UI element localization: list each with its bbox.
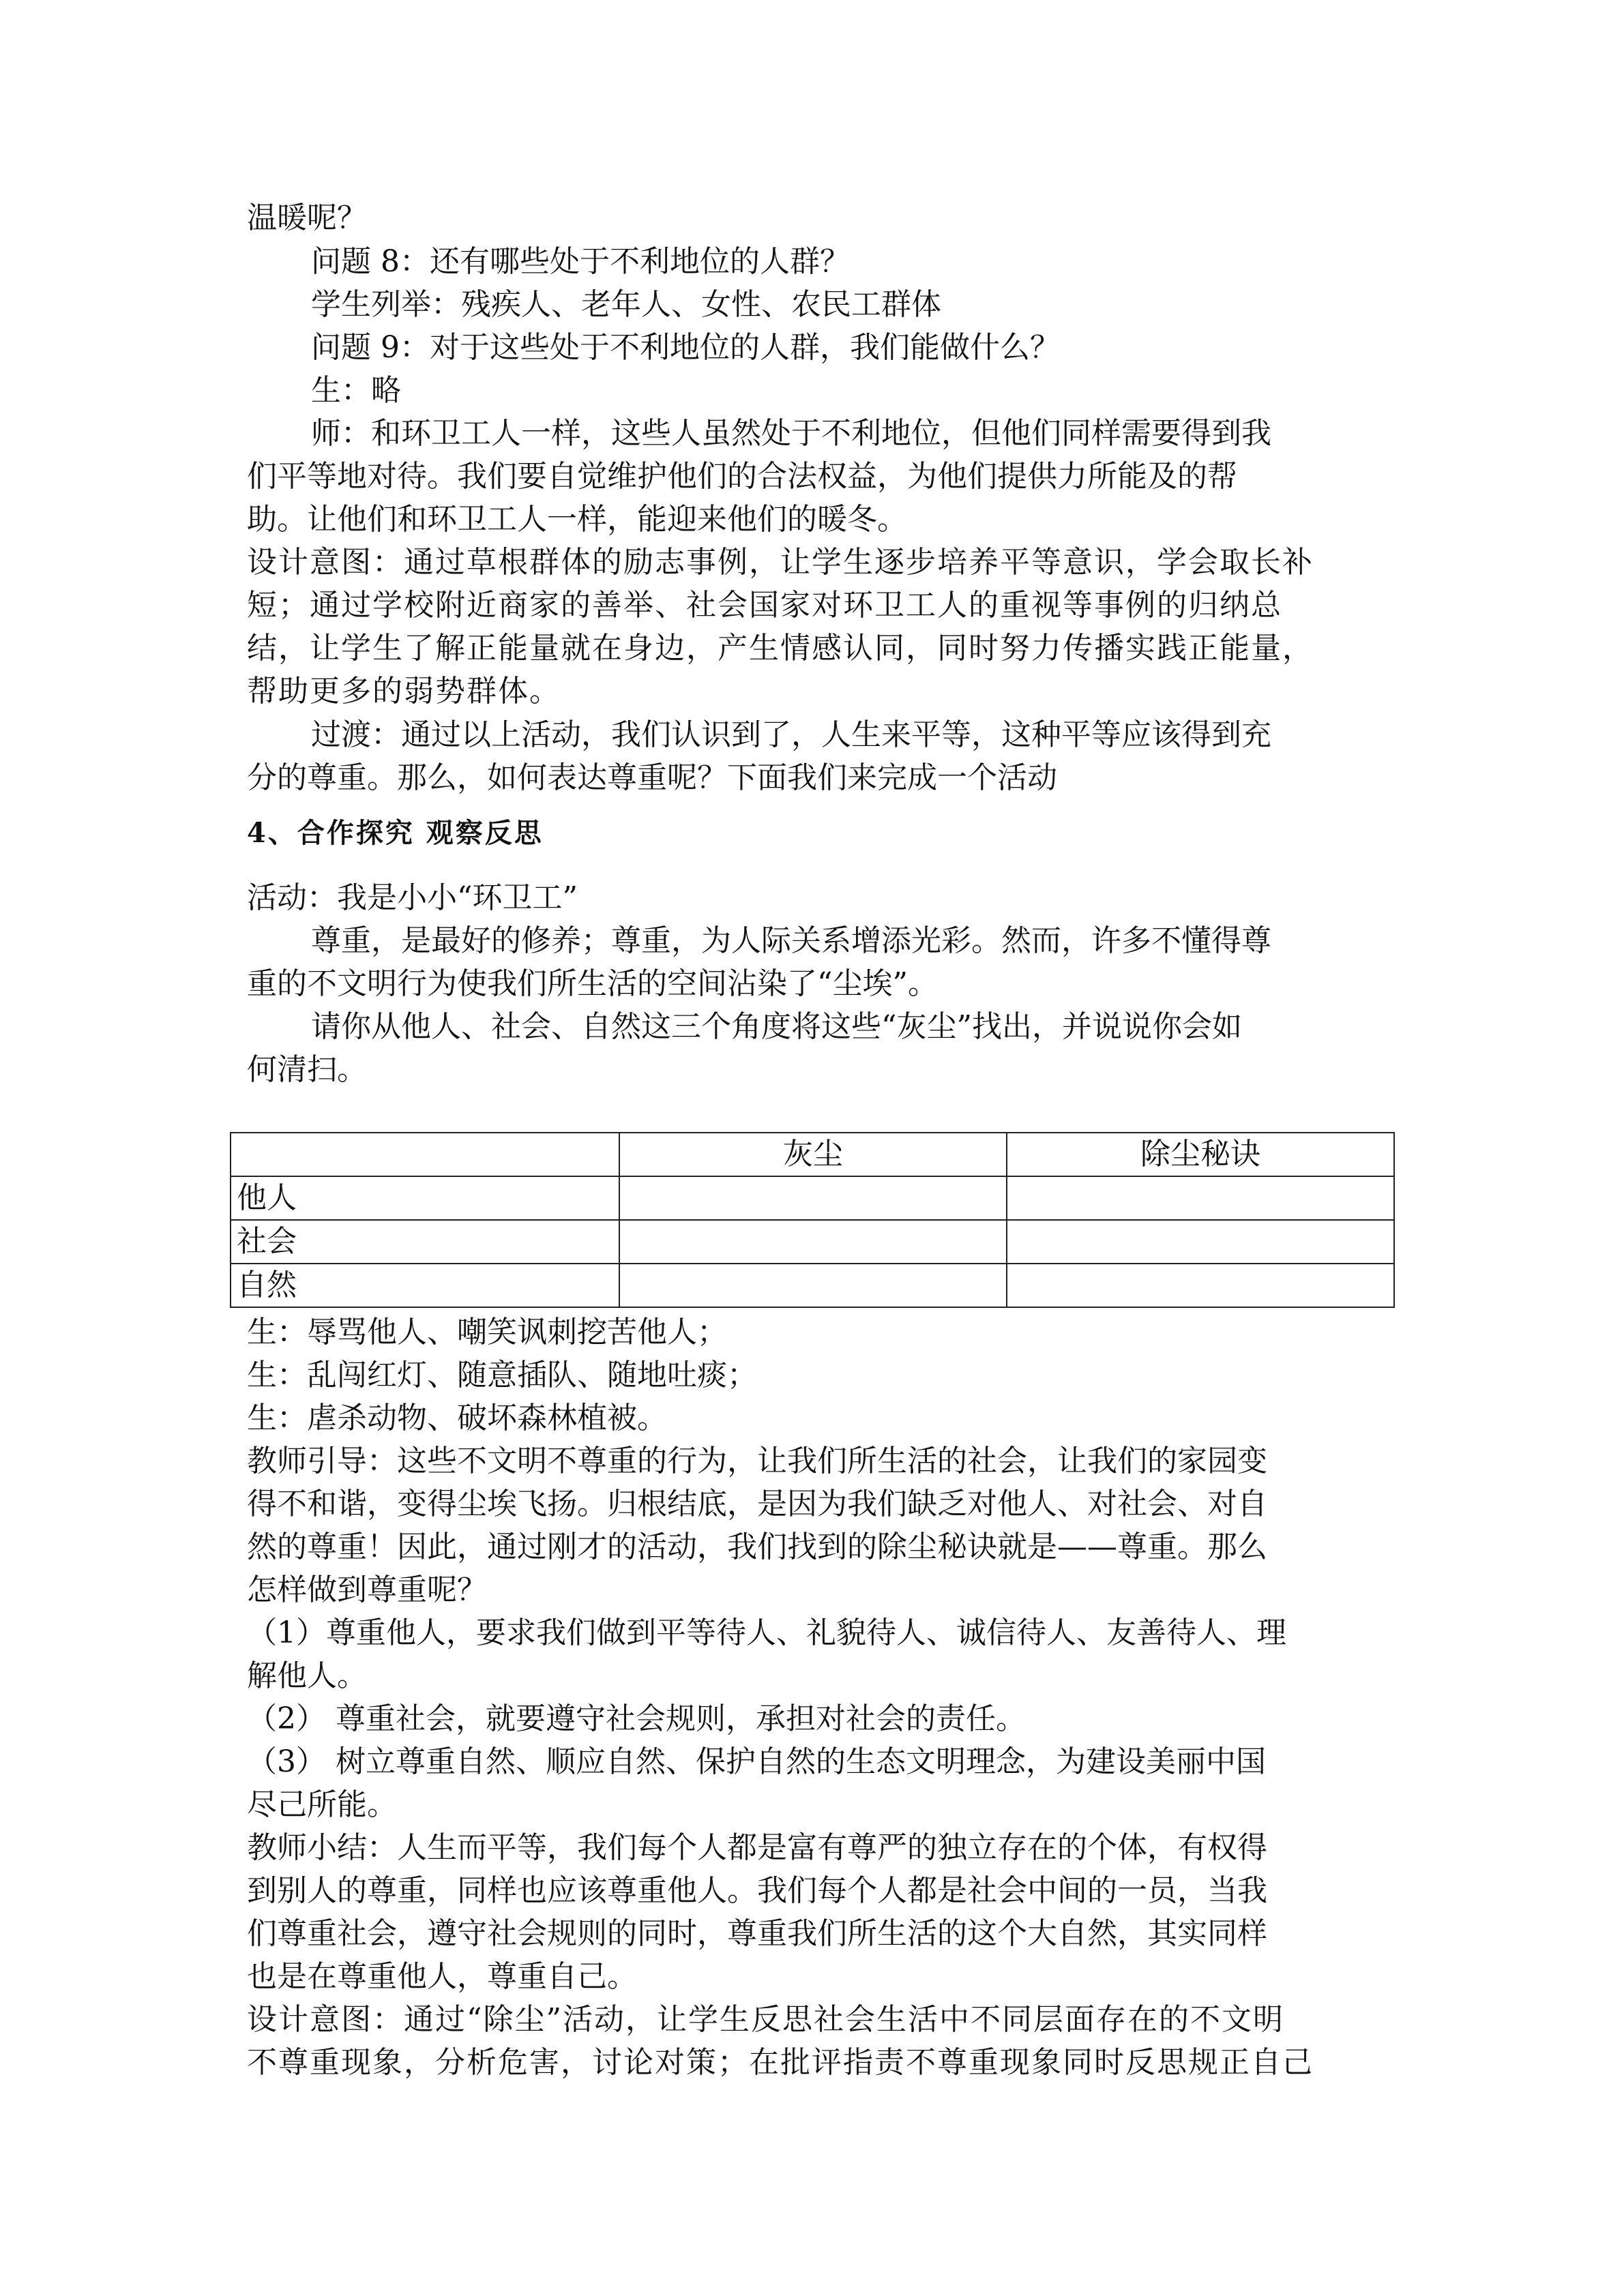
paragraph-line: 分的尊重。那么，如何表达尊重呢？下面我们来完成一个活动 [247,760,1057,795]
paragraph-line: 尊重，是最好的修养；尊重，为人际关系增添光彩。然而，许多不懂得尊 [311,923,1271,958]
list-item: （2） 尊重社会，就要遵守社会规则，承担对社会的责任。 [247,1701,1026,1736]
table-header-cell: 除尘秘诀 [1007,1133,1394,1176]
table-cell [1007,1220,1394,1264]
table-header-row [231,1133,1394,1176]
teacher-summary-line: 教师小结：人生而平等，我们每个人都是富有尊严的独立存在的个体，有权得 [247,1830,1267,1865]
student-answer-line: 生：略 [311,373,401,408]
table-header-cell [231,1133,619,1176]
paragraph-line: 然的尊重！因此，通过刚才的活动，我们找到的除尘秘诀就是——尊重。那么 [247,1530,1267,1564]
section-heading: 4、合作探究 观察反思 [247,817,544,849]
activity-title: 活动：我是小小“环卫工” [247,880,578,915]
table-cell: 自然 [231,1264,619,1307]
paragraph-line: 何清扫。 [247,1052,367,1087]
table-cell [1007,1264,1394,1307]
paragraph-line: 尽己所能。 [247,1787,397,1822]
paragraph-line: 温暖呢？ [247,200,367,235]
paragraph-line: 怎样做到尊重呢？ [247,1572,487,1607]
student-answer-line: 生：乱闯红灯、随意插队、随地吐痰； [247,1358,757,1392]
paragraph-line: 们尊重社会，遵守社会规则的同时，尊重我们所生活的这个大自然，其实同样 [247,1916,1267,1951]
paragraph-line: 得不和谐，变得尘埃飞扬。归根结底，是因为我们缺乏对他人、对社会、对自 [247,1487,1267,1521]
teacher-guidance-line: 教师引导：这些不文明不尊重的行为，让我们所生活的社会，让我们的家园变 [247,1444,1267,1478]
table-cell: 社会 [231,1220,619,1264]
design-intent-line: 设计意图：通过“除尘”活动，让学生反思社会生活中不同层面存在的不文明 [247,2002,1284,2037]
table-cell [619,1220,1007,1264]
paragraph-line: 到别人的尊重，同样也应该尊重他人。我们每个人都是社会中间的一员，当我 [247,1873,1267,1908]
teacher-line: 师：和环卫工人一样，这些人虽然处于不利地位，但他们同样需要得到我 [311,416,1271,451]
student-answer-line: 生：虐杀动物、破坏森林植被。 [247,1401,667,1435]
design-intent-line: 帮助更多的弱势群体。 [247,674,561,709]
table-header-cell: 灰尘 [619,1133,1007,1176]
design-intent-line: 设计意图：通过草根群体的励志事例，让学生逐步培养平等意识，学会取长补 [247,545,1314,580]
list-item: （1）尊重他人，要求我们做到平等待人、礼貌待人、诚信待人、友善待人、理 [247,1615,1286,1650]
paragraph-line: 解他人。 [247,1658,367,1693]
table-row [231,1176,1394,1220]
design-intent-line: 结，让学生了解正能量就在身边，产生情感认同，同时努力传播实践正能量， [247,631,1314,666]
transition-line: 过渡：通过以上活动，我们认识到了，人生来平等，这种平等应该得到充 [311,717,1271,752]
dust-table [230,1132,1395,1308]
student-answer-line: 生：辱骂他人、嘲笑讽刺挖苦他人； [247,1315,727,1350]
list-item: （3） 树立尊重自然、顺应自然、保护自然的生态文明理念，为建设美丽中国 [247,1744,1266,1779]
paragraph-line: 们平等地对待。我们要自觉维护他们的合法权益，为他们提供力所能及的帮 [247,459,1237,494]
table-cell: 他人 [231,1176,619,1220]
question-9-line: 问题 9：对于这些处于不利地位的人群，我们能做什么？ [311,330,1060,365]
design-intent-line: 短；通过学校附近商家的善举、社会国家对环卫工人的重视等事例的归纳总 [247,588,1282,623]
design-intent-line: 不尊重现象，分析危害，讨论对策；在批评指责不尊重现象同时反思规正自己 [247,2045,1314,2080]
table-cell [1007,1176,1394,1220]
paragraph-line: 重的不文明行为使我们所生活的空间沾染了“尘埃”。 [247,966,938,1001]
table-row [231,1264,1394,1307]
paragraph-line: 助。让他们和环卫工人一样，能迎来他们的暖冬。 [247,502,907,537]
paragraph-line: 请你从他人、社会、自然这三个角度将这些“灰尘”找出，并说说你会如 [311,1009,1242,1044]
paragraph-line: 也是在尊重他人，尊重自己。 [247,1959,637,1994]
student-list-line: 学生列举：残疾人、老年人、女性、农民工群体 [311,287,941,322]
table-cell [619,1176,1007,1220]
question-8-line: 问题 8：还有哪些处于不利地位的人群？ [311,244,850,279]
table-row [231,1220,1394,1264]
table-cell [619,1264,1007,1307]
